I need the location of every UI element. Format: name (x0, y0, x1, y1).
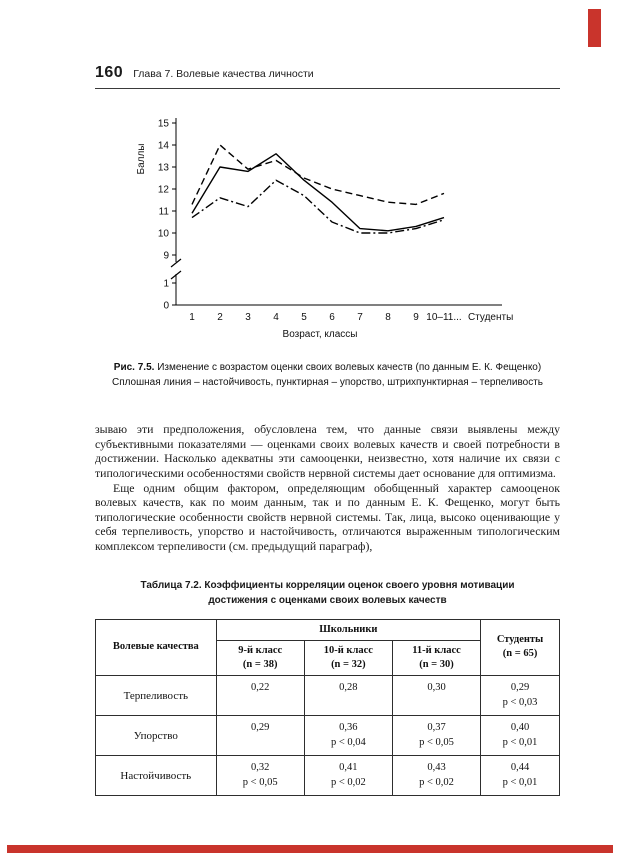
table-row (96, 756, 560, 796)
running-header (95, 64, 560, 89)
svg-text:6: 6 (329, 312, 335, 323)
cell-pvalue: p < 0,05 (419, 737, 454, 749)
svg-text:10: 10 (157, 228, 169, 240)
cell-pvalue: p < 0,04 (330, 737, 366, 749)
cell-pvalue: p < 0,02 (330, 777, 366, 789)
table-cell (216, 716, 304, 756)
class-header-line1: 10-й класс (323, 644, 373, 656)
cell-value: 0,32 (251, 762, 270, 774)
svg-text:9: 9 (413, 312, 419, 323)
table-cell (304, 716, 392, 756)
svg-text:13: 13 (157, 162, 169, 174)
page-number: 160 (95, 64, 124, 81)
figure-caption-line1 (95, 360, 560, 375)
students-header-line2: (n = 65) (502, 648, 538, 660)
cell-value: 0,41 (339, 762, 358, 774)
figure-caption-text: Изменение с возрастом оценки своих волевых качеств (по данным Е. К. Фещенко) (157, 362, 542, 373)
table-header-schoolchildren: Школьники (216, 619, 480, 640)
table-header-class-9 (216, 640, 304, 675)
svg-text:Студенты: Студенты (468, 312, 514, 323)
table-cell (481, 676, 560, 716)
figure-7-5 (95, 111, 560, 390)
svg-text:0: 0 (163, 300, 169, 312)
page-edge-red-marker (588, 9, 601, 47)
table-cell (216, 676, 304, 716)
svg-text:15: 15 (157, 118, 169, 130)
svg-text:11: 11 (158, 206, 169, 218)
figure-caption-label: Рис. 7.5. (113, 362, 155, 373)
svg-text:8: 8 (385, 312, 391, 323)
table-cell (481, 716, 560, 756)
table-cell (392, 716, 480, 756)
quality-label: Упорство (96, 716, 217, 756)
quality-label: Терпеливость (96, 676, 217, 716)
table-header-students (481, 619, 560, 676)
svg-text:Баллы: Баллы (136, 143, 147, 175)
line-chart (130, 111, 525, 347)
class-header-line1: 11-й класс (412, 644, 461, 656)
chapter-title: Глава 7. Волевые качества личности (133, 68, 314, 80)
table-header-class-11 (392, 640, 480, 675)
cell-value: 0,30 (427, 682, 446, 694)
svg-text:7: 7 (357, 312, 363, 323)
table-cell (392, 756, 480, 796)
students-header-line1: Студенты (496, 634, 544, 646)
svg-text:14: 14 (157, 140, 169, 152)
table-caption-text: Коэффициенты корреляции оценок своего уровня мотивации достижения с оценками своих волевых качеств (204, 579, 515, 607)
table-caption (113, 578, 543, 609)
table-cell (216, 756, 304, 796)
table-row (96, 676, 560, 716)
figure-caption (95, 360, 560, 390)
body-text-block (95, 422, 560, 554)
table-header-row-1 (96, 619, 560, 640)
cell-pvalue: p < 0,02 (419, 777, 454, 789)
svg-text:1: 1 (189, 312, 195, 323)
svg-text:3: 3 (245, 312, 251, 323)
svg-text:1: 1 (163, 278, 169, 290)
quality-label: Настойчивость (96, 756, 217, 796)
cell-value: 0,22 (251, 682, 270, 694)
cell-value: 0,43 (427, 762, 446, 774)
table-row (96, 716, 560, 756)
table-header-qualities: Волевые качества (96, 619, 217, 676)
cell-pvalue: p < 0,01 (502, 737, 538, 749)
cell-value: 0,36 (339, 722, 358, 734)
class-header-line1: 9-й класс (238, 644, 283, 656)
table-header-class-10 (304, 640, 392, 675)
svg-text:2: 2 (217, 312, 223, 323)
table-cell (304, 756, 392, 796)
table-cell (304, 676, 392, 716)
correlation-table (95, 619, 560, 797)
svg-text:4: 4 (273, 312, 279, 323)
class-header-line2: (n = 30) (419, 658, 454, 670)
table-cell (392, 676, 480, 716)
table-caption-label: Таблица 7.2. (140, 579, 202, 591)
cell-value: 0,40 (510, 722, 530, 734)
cell-pvalue: p < 0,01 (502, 777, 538, 789)
cell-value: 0,28 (339, 682, 358, 694)
paragraph: зываю эти предположения, обусловлена тем, что данные связи выявлены между субъективными показателями — оценками своих волевых качеств и своей потребности в достижении. Насколько адекватны эти самооценки, неизвестно, хотя наличие их связи с типологическими особенностями свойств нервной системы дает основание для оптимизма. (95, 422, 560, 480)
page-bottom-red-bar (7, 845, 613, 853)
table-cell (481, 756, 560, 796)
svg-text:Возраст, классы: Возраст, классы (282, 329, 358, 340)
cell-value: 0,29 (251, 722, 270, 734)
cell-value: 0,44 (510, 762, 530, 774)
svg-text:9: 9 (163, 250, 169, 262)
cell-pvalue: p < 0,05 (242, 777, 278, 789)
class-header-line2: (n = 38) (242, 658, 278, 670)
cell-value: 0,29 (510, 682, 530, 694)
paragraph: Еще одним общим фактором, определяющим обобщенный характер самооценок волевых качеств, как по моим данным, так и по данным Е. К. Фещенко, могут быть типологические особенности свойств нервной системы. Так, лица, высоко оценивающие у себя терпеливость, упорство и настойчивость, отличаются выраженным типологическим комплексом терпеливости (см. предыдущий параграф), (95, 480, 560, 553)
svg-text:12: 12 (157, 184, 169, 196)
cell-value: 0,37 (427, 722, 446, 734)
class-header-line2: (n = 32) (331, 658, 366, 670)
svg-text:5: 5 (301, 312, 307, 323)
cell-pvalue: p < 0,03 (502, 697, 538, 709)
figure-caption-line2: Сплошная линия – настойчивость, пунктирная – упорство, штрихпунктирная – терпеливость (111, 377, 544, 388)
svg-text:10–11...: 10–11... (426, 312, 462, 323)
